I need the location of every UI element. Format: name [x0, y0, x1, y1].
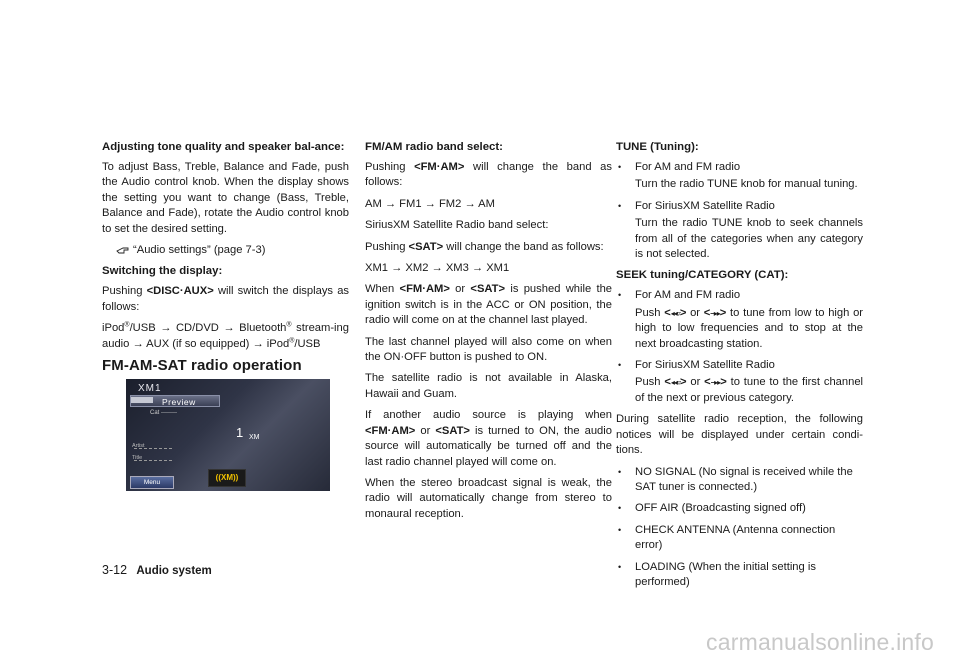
screen-band-title: XM1	[138, 383, 162, 395]
list-item: • For AM and FM radio	[616, 160, 863, 175]
seek-prev-icon: ◂◂▿	[670, 378, 680, 388]
notice-item: • LOADING (When the initial setting is performed)	[616, 560, 863, 591]
seek-prev-key	[664, 307, 686, 319]
key-bracket: >	[719, 306, 727, 319]
key-bracket: >	[679, 306, 687, 319]
text: Pushing	[102, 285, 143, 298]
text: will change the band as follows:	[446, 240, 604, 253]
paragraph-push-sat	[365, 240, 612, 255]
key-bracket: >	[679, 376, 687, 389]
key-bracket: <	[704, 376, 711, 389]
seek-next-key	[704, 307, 727, 319]
screen-preview-label: Preview	[162, 397, 196, 408]
sat-key: <SAT>	[470, 283, 506, 296]
list-item: • For AM and FM radio	[616, 288, 863, 303]
text: /USB	[294, 337, 321, 350]
notice-item: • NO SIGNAL (No signal is received while the SAT tuner is connected.)	[616, 465, 863, 496]
text: stream-ing audio → AUX (if so equipped) → iPod	[102, 322, 349, 350]
paragraph-push-fmam	[365, 160, 612, 191]
text: is turned to ON, the audio source will automatically be turned off and the last radio channel played will come on.	[365, 424, 612, 468]
list-item-detail	[616, 306, 863, 352]
text: or	[420, 424, 431, 437]
watermark: carmanualsonline.info	[706, 629, 934, 655]
fm-sequence: AM → FM1 → FM2 → AM	[365, 197, 495, 210]
text: or	[690, 306, 701, 319]
screen-title-label: Title	[132, 455, 143, 462]
key-bracket: <	[703, 306, 711, 319]
sat-band-label: SiriusXM Satellite Radio band select:	[365, 219, 549, 232]
paragraph-switch	[102, 284, 349, 315]
text: Pushing	[365, 240, 406, 253]
paragraph-when	[365, 282, 612, 328]
disc-aux-key: <DISC·AUX>	[146, 285, 214, 298]
sat-key: <SAT>	[435, 424, 470, 437]
fm-am-key: <FM·AM>	[414, 161, 465, 173]
screen-artist-label: Artist	[132, 443, 145, 450]
screen-title-line	[134, 460, 172, 461]
text: /USB → CD/DVD → Bluetooth	[129, 322, 287, 335]
list-item: • For SiriusXM Satellite Radio	[616, 199, 863, 214]
seek-next-icon: –▸▸	[710, 308, 720, 318]
xm-logo: ((XM))	[208, 469, 246, 487]
notice-item: • CHECK ANTENNA (Antenna connection error)	[616, 523, 863, 554]
fm-am-key: <FM·AM>	[399, 283, 450, 296]
key-bracket: <	[664, 376, 671, 389]
heading-tune: TUNE (Tuning):	[616, 141, 699, 153]
heading-band-select: FM/AM radio band select:	[365, 141, 503, 153]
paragraph-other-source	[365, 408, 612, 470]
category-icon	[131, 397, 153, 403]
paragraph-last-channel: The last channel played will also come on when the ON·OFF button is pushed to ON.	[365, 335, 612, 364]
text: or	[455, 283, 466, 296]
list-item-detail: Turn the radio TUNE knob for manual tuning.	[635, 178, 858, 191]
page-number: 3-12	[102, 563, 128, 577]
section-title: FM-AM-SAT radio operation	[102, 357, 302, 375]
text: to tune from low to high or high to low frequencies and to stop at the next broadcasting station.	[635, 306, 864, 350]
seek-prev-icon: ◂◂▿	[670, 308, 680, 318]
text: iPod	[102, 322, 125, 335]
list-item-detail: Turn the radio TUNE knob to seek channels from all of the categories when any category is not selected.	[635, 217, 863, 261]
page-footer	[102, 563, 212, 577]
key-bracket: <	[664, 306, 671, 319]
text: If another audio source is playing when	[365, 409, 612, 422]
paragraph-weak-signal: When the stereo broadcast signal is weak, the radio will automatically change from stereo to monaural reception.	[365, 476, 612, 520]
column-3	[616, 140, 863, 596]
heading-switch-display: Switching the display:	[102, 265, 223, 278]
sat-key: <SAT>	[408, 240, 444, 253]
text: or	[690, 376, 701, 389]
screen-artist-line	[134, 448, 172, 449]
text: When	[365, 283, 395, 296]
paragraph-satellite: The satellite radio is not available in Alaska, Hawaii and Guam.	[365, 372, 612, 400]
pointing-hand-icon	[116, 246, 129, 255]
text: Push	[635, 376, 661, 389]
registered-mark: ®	[286, 321, 292, 329]
paragraph-notices: During satellite radio reception, the following notices will be displayed under certain condi-tions.	[616, 413, 863, 457]
paragraph-sequence	[102, 321, 349, 352]
list-item-detail	[616, 375, 863, 406]
screen-category: Cat --------	[150, 410, 177, 417]
text: will switch the displays as follows:	[102, 285, 350, 313]
heading-seek: SEEK tuning/CATEGORY (CAT):	[616, 269, 789, 282]
seek-next-key	[704, 376, 727, 388]
text: Push	[635, 306, 661, 319]
cross-reference[interactable]	[102, 243, 349, 258]
registered-mark: ®	[124, 321, 130, 329]
notice-item: • OFF AIR (Broadcasting signed off)	[616, 501, 863, 516]
screen-band-label: XM	[249, 434, 260, 442]
text: is pushed while the ignition switch is in the ACC or ON position, the radio will come on at the channel last played.	[365, 283, 613, 327]
text: to tune to the first channel of the next or previous category.	[635, 376, 864, 404]
paragraph-tone: To adjust Bass, Treble, Balance and Fade, push the Audio control knob. When the display shows the setting you want to change (Bass, Treble, Balance and Fade), rotate the Audio control knob to set the desired setting.	[102, 161, 349, 235]
seek-next-icon: –▸▸	[710, 378, 721, 388]
registered-mark: ®	[289, 336, 295, 344]
key-bracket: >	[720, 376, 727, 389]
xm-sequence: XM1 → XM2 → XM3 → XM1	[365, 262, 510, 275]
text: will change the band as follows:	[365, 161, 613, 189]
screen-channel-number: 1	[236, 425, 244, 441]
cross-reference-text: “Audio settings” (page 7-3)	[133, 244, 266, 257]
column-1	[102, 140, 349, 491]
radio-screen-image	[126, 379, 330, 491]
column-2	[365, 140, 612, 528]
text: Pushing	[365, 161, 406, 173]
seek-prev-key	[664, 376, 686, 388]
screen-menu-button[interactable]: Menu	[130, 476, 174, 489]
heading-tone: Adjusting tone quality and speaker bal-ance:	[102, 141, 345, 153]
fm-am-key: <FM·AM>	[365, 424, 416, 437]
list-item: • For SiriusXM Satellite Radio	[616, 358, 863, 373]
footer-section: Audio system	[136, 565, 212, 577]
